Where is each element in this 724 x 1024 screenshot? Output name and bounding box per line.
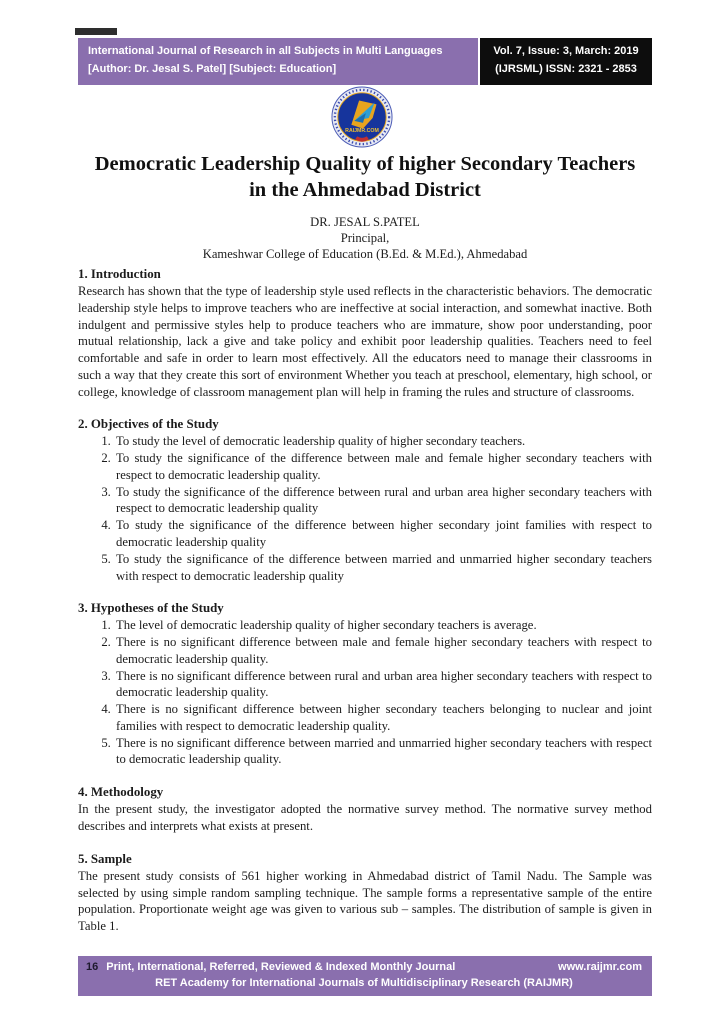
svg-text:RAIJMR.COM: RAIJMR.COM bbox=[345, 128, 379, 135]
section-heading-methodology: 4. Methodology bbox=[78, 785, 164, 800]
scan-artifact-mark bbox=[75, 28, 117, 35]
paper-title-line1: Democratic Leadership Quality of higher Secondary Teachers bbox=[94, 153, 636, 175]
journal-name: International Journal of Research in all Subjects in Multi Languages bbox=[88, 45, 443, 57]
header-issue-box bbox=[480, 38, 652, 85]
page-header bbox=[78, 38, 652, 85]
methodology-paragraph: In the present study, the investigator adopted the normative survey method. The normative survey method describes and interprets what exists at present. bbox=[78, 802, 652, 834]
footer-website: www.raijmr.com bbox=[558, 961, 642, 973]
author-affiliation: Kameshwar College of Education (B.Ed. & M.Ed.), Ahmedabad bbox=[202, 247, 528, 262]
list-item: 4. To study the significance of the difference between higher secondary joint families with respect to democratic leadership quality bbox=[114, 517, 652, 551]
section-heading-introduction: 1. Introduction bbox=[78, 267, 161, 281]
header-journal-box bbox=[78, 38, 478, 85]
sample-paragraph: The present study consists of 561 higher working in Ahmedabad district of Tamil Nadu. The Sample was selected by using simple random sampling technique. The sample forms a representative sample of the entire population. Proportionate weight age was given to various sub – samples. The distribution of sample is given in Table 1. bbox=[78, 868, 652, 934]
list-item: 2. There is no significant difference between male and female higher secondary teachers with respect to democratic leadership quality. bbox=[114, 634, 652, 668]
journal-logo bbox=[0, 86, 724, 153]
list-item: 3. There is no significant difference between rural and urban area higher secondary teachers with respect to democratic leadership quality. bbox=[114, 668, 652, 702]
author-block bbox=[78, 214, 652, 262]
list-item: 1. The level of democratic leadership quality of higher secondary teachers is average. bbox=[114, 617, 652, 634]
paper-title bbox=[78, 152, 652, 203]
paper-title-line2: in the Ahmedabad District bbox=[249, 178, 481, 201]
section-heading-hypotheses: 3. Hypotheses of the Study bbox=[78, 601, 224, 616]
hypotheses-list bbox=[78, 617, 652, 768]
list-item: 5. To study the significance of the difference between married and unmarried higher secondary teachers with respect to democratic leadership quality bbox=[114, 551, 652, 585]
footer-journal-text: Print, International, Referred, Reviewed & Indexed Monthly Journal bbox=[106, 961, 456, 973]
raijmr-logo-icon bbox=[331, 86, 393, 148]
section-heading-sample: 5. Sample bbox=[78, 851, 132, 866]
issn: (IJRSML) ISSN: 2321 - 2853 bbox=[495, 62, 637, 75]
author-name: DR. JESAL S.PATEL bbox=[310, 215, 420, 229]
author-role: Principal, bbox=[340, 231, 390, 246]
page-footer bbox=[78, 956, 652, 996]
list-item: 4. There is no significant difference between higher secondary teachers belonging to nuclear and joint families with respect to democratic leadership quality. bbox=[114, 701, 652, 735]
header-author-subject: [Author: Dr. Jesal S. Patel] [Subject: Education] bbox=[88, 62, 337, 75]
list-item: 5. There is no significant difference between married and unmarried higher secondary teachers with respect to democratic leadership quality. bbox=[114, 735, 652, 769]
list-item: 2. To study the significance of the difference between male and female higher secondary teachers with respect to democratic leadership quality. bbox=[114, 450, 652, 484]
footer-line1 bbox=[86, 960, 642, 976]
paper-body bbox=[78, 266, 652, 935]
list-item: 1. To study the level of democratic leadership quality of higher secondary teachers. bbox=[114, 433, 652, 450]
list-item: 3. To study the significance of the difference between rural and urban area higher secondary teachers with respect to democratic leadership quality bbox=[114, 484, 652, 518]
objectives-list bbox=[78, 433, 652, 584]
page-number: 16 bbox=[86, 961, 99, 973]
introduction-paragraph: Research has shown that the type of leadership style used reflects in the characteristic behaviors. The democratic leadership style helps to improve teachers who are ineffective at social interaction, and somewhat inactive. Both indulgent and permissive styles help to produce teachers who are immature, show poor understanding, poor mutual relationship, lack a give and take policy and exhibit poor leadership qualities. Teachers need to feel comfortable and safe in order to learn most effectively. All the educators need to manage their classrooms in such a way that they create this sort of environment Whether you teach at preschool, elementary, high school, or college, knowledge of classroom management plan will help in framing the rules and structure of classrooms. bbox=[78, 284, 652, 399]
volume-issue: Vol. 7, Issue: 3, March: 2019 bbox=[493, 45, 639, 57]
section-heading-objectives: 2. Objectives of the Study bbox=[78, 417, 219, 432]
footer-academy-text: RET Academy for International Journals of Multidisciplinary Research (RAIJMR) bbox=[155, 976, 573, 989]
